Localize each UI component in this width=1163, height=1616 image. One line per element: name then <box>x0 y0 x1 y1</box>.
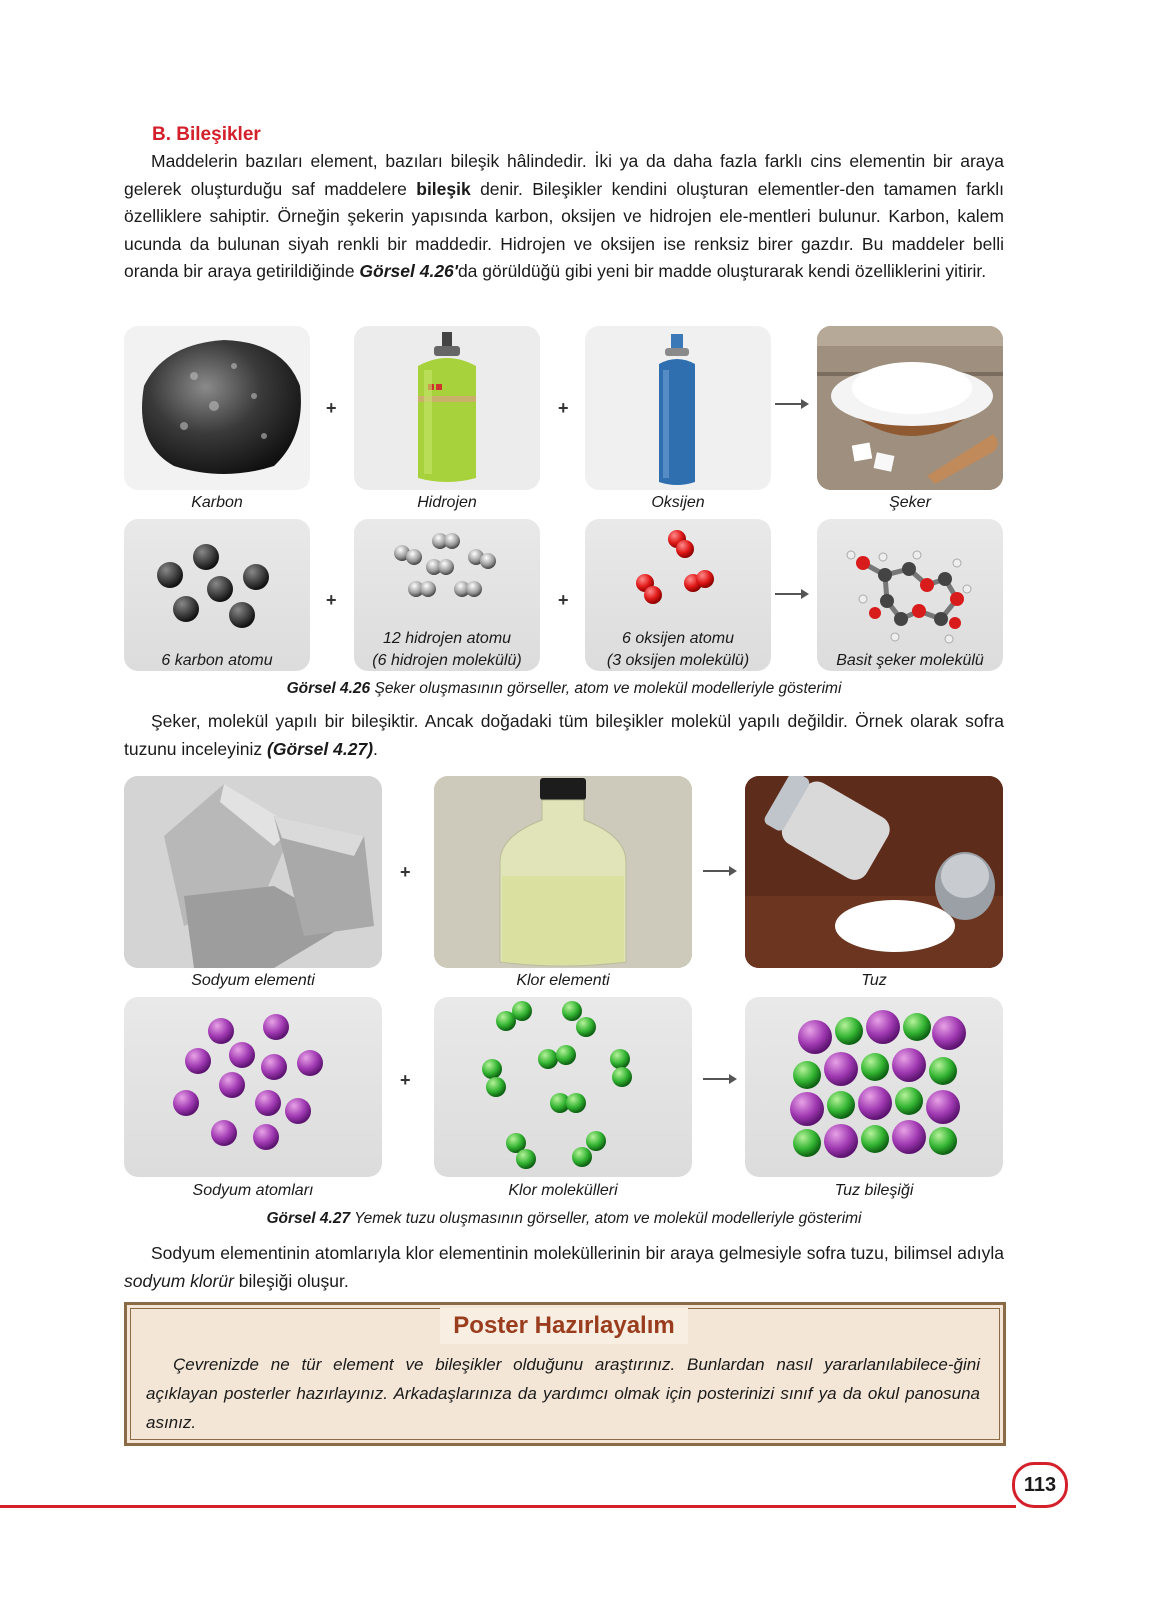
arrow-icon <box>775 587 809 601</box>
plus-sign: + <box>326 590 337 610</box>
model-label: 12 hidrojen atomu <box>382 630 512 647</box>
intro-paragraph: Maddelerin bazıları element, bazıları bileşik hâlindedir. İki ya da daha fazla farklı cins elementin bir araya gelerek oluşturduğu saf maddelere bileşik denir. Bileşikler kendini oluşturan elementler-den tamamen farklı özelliklere sahiptir. Örneğin şekerin yapısında karbon, oksijen ve hidrojen ele-mentleri bulunur. Karbon, kalem ucunda da bulunan siyah renkli bir maddedir. Hidrojen ve oksijen ise renksiz birer gazdır. Bu maddeler belli oranda bir araya getirildiğinde Görsel 4.26'da görüldüğü gibi yeni bir madde oluşturarak kendi özelliklerini yitirir. <box>124 151 1005 281</box>
plus-sign: + <box>326 398 337 418</box>
photo-label: Şeker <box>889 494 931 511</box>
photo-label: Klor elementi <box>516 972 610 989</box>
figure-caption: Görsel 4.26 Şeker oluşmasının görseller, atom ve molekül modelleriyle gösterimi <box>286 680 842 697</box>
poster-title: Poster Hazırlayalım <box>440 1308 688 1344</box>
carbon-atoms-model <box>124 519 310 671</box>
footer-rule <box>0 1505 1016 1508</box>
model-label: Tuz bileşiği <box>834 1182 914 1199</box>
plus-sign: + <box>400 1070 411 1090</box>
model-label: (6 hidrojen molekülü) <box>372 652 522 669</box>
model-label: Sodyum atomları <box>192 1182 314 1199</box>
paragraph-salt-formation: Sodyum elementinin atomlarıyla klor elementinin moleküllerinin bir araya gelmesiyle sofra tuzu, bilimsel adıyla sodyum klorür bileşiği oluşur. <box>124 1243 1004 1291</box>
photo-label: Oksijen <box>651 494 705 511</box>
photo-label: Sodyum elementi <box>191 972 315 989</box>
oxygen-cylinder-photo <box>585 326 771 490</box>
plus-sign: + <box>558 398 569 418</box>
model-label: 6 karbon atomu <box>161 652 273 669</box>
chlorine-molecules-model <box>434 997 692 1177</box>
photo-label: Karbon <box>191 494 243 511</box>
photo-label: Tuz <box>861 972 887 989</box>
plus-sign: + <box>558 590 569 610</box>
plus-sign: + <box>400 862 411 882</box>
carbon-photo <box>124 326 310 490</box>
figure-caption: Görsel 4.27 Yemek tuzu oluşmasının görseller, atom ve molekül modelleriyle gösterimi <box>266 1210 862 1227</box>
poster-text: Çevrenizde ne tür element ve bileşikler olduğunu araştırınız. Bunlardan nasıl yararlanılabilece-ğini açıklayan posterler hazırlayınız. Arkadaşlarınıza da yardımcı olmak için posterinizi sınıf ya da okul panosuna asınız. <box>146 1355 980 1432</box>
arrow-icon <box>775 397 809 411</box>
chlorine-bottle-photo <box>434 776 692 968</box>
paragraph-salt-intro: Şeker, molekül yapılı bir bileşiktir. Ancak doğadaki tüm bileşikler molekül yapılı değildir. Örnek olarak sofra tuzunu inceleyiniz (Görsel 4.27). <box>124 711 1004 759</box>
arrow-icon <box>703 864 737 878</box>
page-number: 113 <box>1012 1462 1068 1508</box>
sugar-photo <box>817 326 1003 490</box>
model-label: (3 oksijen molekülü) <box>606 652 750 669</box>
photo-label: Hidrojen <box>417 494 477 511</box>
arrow-icon <box>703 1072 737 1086</box>
sodium-photo <box>124 776 382 968</box>
salt-photo <box>745 776 1003 968</box>
model-label: Basit şeker molekülü <box>836 652 984 669</box>
section-heading: B. Bileşikler <box>152 124 261 145</box>
model-label: Klor molekülleri <box>508 1182 618 1199</box>
sodium-atoms-model <box>124 997 382 1177</box>
salt-lattice-model <box>745 997 1003 1177</box>
model-label: 6 oksijen atomu <box>621 630 735 647</box>
sugar-molecule-model <box>817 519 1003 671</box>
hydrogen-cylinder-photo <box>354 326 540 490</box>
